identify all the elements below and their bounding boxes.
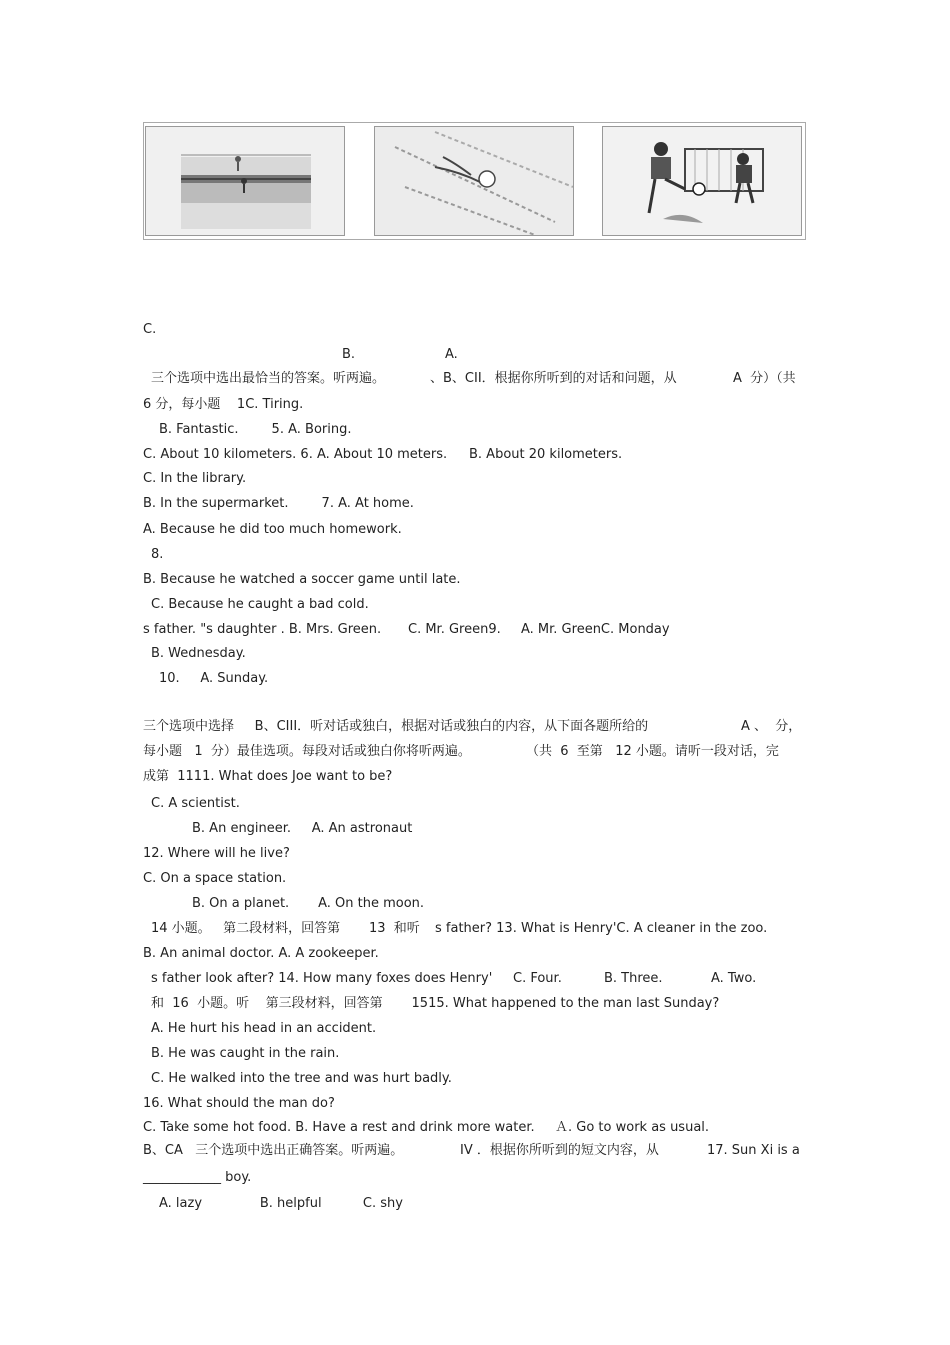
- soccer-players-icon: [603, 127, 801, 235]
- text-line: C. In the library.: [143, 471, 247, 486]
- text-line: 和 16 小题。听 第三段材料，回答第 1515. What happened to the man last Sunday?: [151, 996, 720, 1011]
- text-line: （共 6 至第 12 小题。请听一段对话，完: [526, 744, 779, 759]
- text-line: C. About 10 kilometers. 6. A. About 10 meters.: [143, 447, 448, 462]
- text-line: A.: [445, 347, 458, 362]
- text-line: C. On a space station.: [143, 871, 287, 886]
- text-line: A. Two.: [711, 971, 757, 986]
- text-line: B. Wednesday.: [151, 646, 246, 661]
- text-line: s father? 13. What is Henry'C. A cleaner in the zoo.: [435, 921, 768, 936]
- text-line: B. Three.: [604, 971, 663, 986]
- text-line: 、B、CII．根据你所听到的对话和问题，从: [430, 371, 677, 386]
- text-line: C. Four.: [513, 971, 562, 986]
- text-line: 10. A. Sunday.: [159, 671, 269, 686]
- text-line: s father. "s daughter . B. Mrs. Green.: [143, 622, 382, 637]
- text-line: IV ．根据你所听到的短文内容，从: [460, 1143, 659, 1158]
- text-line: B. On a planet. A. On the moon.: [192, 896, 425, 911]
- text-line: 每小题 1 分）最佳选项。每段对话或独白你将听两遍。: [143, 744, 471, 759]
- text-line: C. A scientist.: [151, 796, 240, 811]
- swimmer-icon: [375, 127, 573, 235]
- text-line: A 、 分，: [741, 719, 802, 734]
- text-line: B. About 20 kilometers.: [469, 447, 623, 462]
- text-line: B. He was caught in the rain.: [151, 1046, 340, 1061]
- picture-c: [602, 126, 802, 236]
- text-line: B. An animal doctor. A. A zookeeper.: [143, 946, 379, 961]
- text-line: A. He hurt his head in an accident.: [151, 1021, 377, 1036]
- text-line: C. He walked into the tree and was hurt badly.: [151, 1071, 452, 1086]
- text-line: A. Mr. GreenC. Monday: [521, 622, 670, 637]
- picture-b: [374, 126, 574, 236]
- text-line: B、CA 三个选项中选出正确答案。听两遍。: [143, 1143, 404, 1158]
- text-line: 14 小题。 第二段材料，回答第 13 和听: [151, 921, 420, 936]
- text-line: 6 分，每小题 1C. Tiring.: [143, 397, 304, 412]
- text-line: 成第 1111. What does Joe want to be?: [143, 769, 393, 784]
- text-line: A. lazy B. helpful C. shy: [159, 1196, 403, 1211]
- text-line: B.: [342, 347, 356, 362]
- text-line: C.: [143, 322, 157, 337]
- text-line: 8.: [151, 547, 164, 562]
- text-line: s father look after? 14. How many foxes does Henry': [151, 971, 493, 986]
- text-line: ____________ boy.: [143, 1170, 252, 1185]
- picture-a: [145, 126, 345, 236]
- text-line: 三个选项中选择 B、CIII．听对话或独白，根据对话或独白的内容，从下面各题所给的: [143, 719, 649, 734]
- text-line: 12. Where will he live?: [143, 846, 290, 861]
- tennis-court-icon: [146, 127, 344, 235]
- text-line: C. Mr. Green9.: [408, 622, 501, 637]
- text-line: 16. What should the man do?: [143, 1096, 335, 1111]
- text-line: B. Because he watched a soccer game until late.: [143, 572, 461, 587]
- text-line: A. Because he did too much homework.: [143, 522, 402, 537]
- listening-pictures: [143, 122, 806, 240]
- text-line: B. Fantastic. 5. A. Boring.: [159, 422, 352, 437]
- text-line: C. Because he caught a bad cold.: [151, 597, 369, 612]
- text-line: B. In the supermarket. 7. A. At home.: [143, 496, 414, 511]
- text-line: Ａ. Go to work as usual.: [555, 1120, 710, 1135]
- text-line: 三个选项中选出最恰当的答案。听两遍。: [151, 371, 386, 386]
- text-line: 17. Sun Xi is a: [707, 1143, 800, 1158]
- text-line: C. Take some hot food. B. Have a rest and drink more water.: [143, 1120, 535, 1135]
- text-line: A 分）（共: [733, 371, 796, 386]
- text-line: B. An engineer. A. An astronaut: [192, 821, 413, 836]
